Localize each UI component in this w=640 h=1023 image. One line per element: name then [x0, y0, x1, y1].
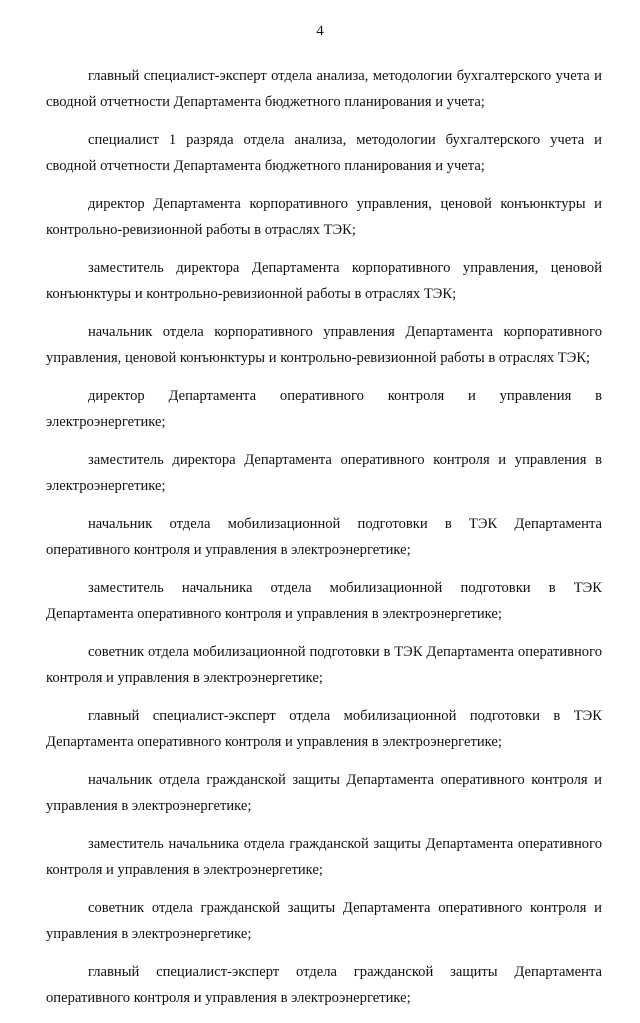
list-item: заместитель директора Департамента корпоративного управления, ценовой конъюнктуры и контрольно-ревизионной работы в отраслях ТЭК;	[46, 260, 602, 302]
page-number: 4	[316, 23, 324, 39]
list-item: главный специалист-эксперт отдела мобилизационной подготовки в ТЭК Департамента оперативного контроля и управления в электроэнергетике;	[46, 708, 602, 750]
list-item: советник отдела мобилизационной подготовки в ТЭК Департамента оперативного контроля и управления в электроэнергетике;	[46, 644, 602, 686]
list-item: главный специалист-эксперт отдела гражданской защиты Департамента оперативного контроля и управления в электроэнергетике;	[46, 964, 602, 1006]
list-item: начальник отдела гражданской защиты Департамента оперативного контроля и управления в электроэнергетике;	[46, 772, 602, 814]
list-item: заместитель начальника отдела гражданской защиты Департамента оперативного контроля и управления в электроэнергетике;	[46, 836, 602, 878]
list-item: советник отдела гражданской защиты Департамента оперативного контроля и управления в электроэнергетике;	[46, 900, 602, 942]
list-item: заместитель директора Департамента оперативного контроля и управления в электроэнергетике;	[46, 452, 602, 494]
position-list	[46, 63, 602, 1023]
list-item: директор Департамента корпоративного управления, ценовой конъюнктуры и контрольно-ревизионной работы в отраслях ТЭК;	[46, 196, 602, 238]
list-item: начальник отдела мобилизационной подготовки в ТЭК Департамента оперативного контроля и управления в электроэнергетике;	[46, 516, 602, 558]
list-item: начальник отдела корпоративного управления Департамента корпоративного управления, ценовой конъюнктуры и контрольно-ревизионной работы в отраслях ТЭК;	[46, 324, 602, 366]
list-item: директор Департамента оперативного контроля и управления в электроэнергетике;	[46, 388, 602, 430]
list-item: заместитель начальника отдела мобилизационной подготовки в ТЭК Департамента оперативного контроля и управления в электроэнергетике;	[46, 580, 602, 622]
list-item: специалист 1 разряда отдела анализа, методологии бухгалтерского учета и сводной отчетности Департамента бюджетного планирования и учета;	[46, 132, 602, 174]
list-item: главный специалист-эксперт отдела анализа, методологии бухгалтерского учета и сводной отчетности Департамента бюджетного планирования и учета;	[46, 68, 602, 110]
